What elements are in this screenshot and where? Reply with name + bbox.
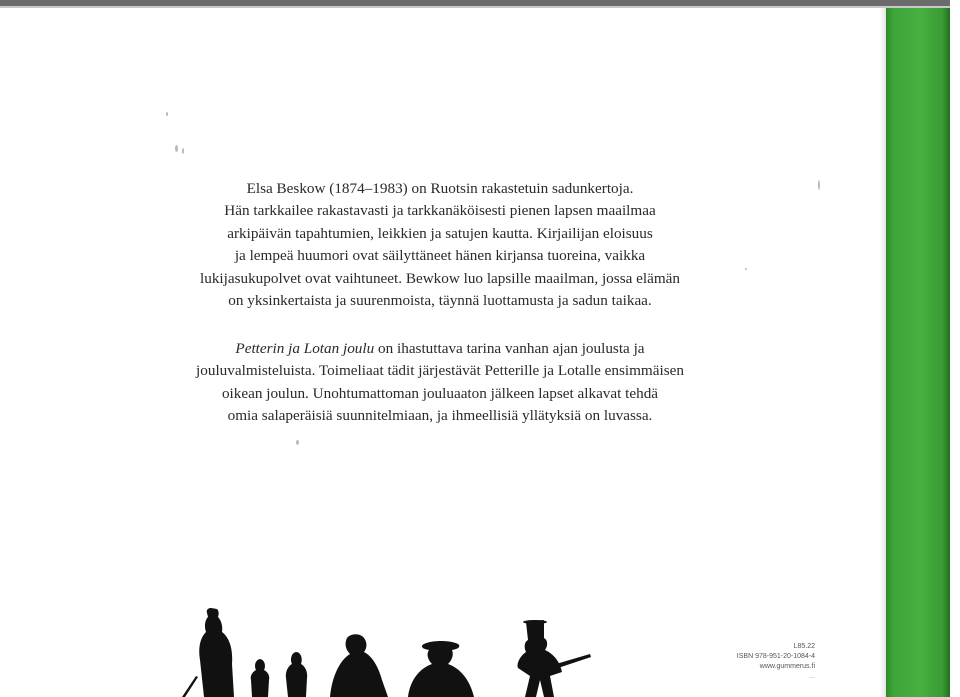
text-line: jouluvalmisteluista. Toimeliaat tädit järjestävät Petterille ja Lotalle ensimmäisen [196,362,684,380]
silhouette-man-arm [556,654,591,668]
scan-speck [182,148,184,154]
text-line: ja lempeä huumori ovat säilyttäneet hänen kirjansa tuoreina, vaikka [234,247,646,265]
text-line [170,338,710,360]
silhouette-man-left [199,608,234,697]
text-line: omia salaperäisiä suunnitelmiaan, ja ihmeellisiä yllätyksiä on luvassa. [227,407,653,425]
scan-speck [175,145,178,152]
silhouette-man-tophat [517,620,562,697]
text-line: on yksinkertaista ja suurenmoista, täynnä luottamusta ja sadun taikaa. [228,292,652,310]
text-line: arkipäivän tapahtumien, leikkien ja satujen kautta. Kirjailijan eloisuus [227,224,653,242]
imprint-block [690,642,815,682]
silhouette-illustration [170,580,610,697]
library-class-code: L85.22 [793,643,815,650]
silhouette-woman-bonnet [330,634,388,697]
author-bio-paragraph [170,178,710,312]
text-line: Hän tarkkailee rakastavasti ja tarkkanäköisesti pienen lapsen maailmaa [224,202,656,220]
publisher-website: www.gummerus.fi [759,663,815,670]
silhouette-woman-hat [408,641,474,697]
text-line: lukijasukupolvet ovat vaihtuneet. Bewkow luo lapsille maailman, jossa elämän [200,269,680,287]
text-line: oikean joulun. Unohtumattoman jouluaaton jälkeen lapset alkavat tehdä [221,384,659,402]
isbn-number: ISBN 978-951-20-1084-4 [736,653,815,660]
text-line: Elsa Beskow (1874–1983) on Ruotsin rakastetuin sadunkertoja. [246,180,634,197]
scan-top-edge-highlight [0,6,960,8]
silhouette-cane [182,676,198,697]
text-fragment: on ihastuttava tarina vanhan ajan joulusta ja [374,340,645,357]
book-title: Petterin ja Lotan joulu [235,340,375,357]
book-description-paragraph [170,338,710,428]
scan-speck [166,112,168,116]
scan-speck [745,268,747,270]
scan-speck [296,440,299,445]
silhouette-child [286,652,307,697]
imprint-faint-line: ... [809,673,815,680]
silhouette-tophat-brim [523,620,547,624]
scan-right-edge [950,0,960,697]
scan-speck [818,180,820,190]
green-spine-strip [886,8,950,697]
silhouette-child-small [251,659,270,697]
